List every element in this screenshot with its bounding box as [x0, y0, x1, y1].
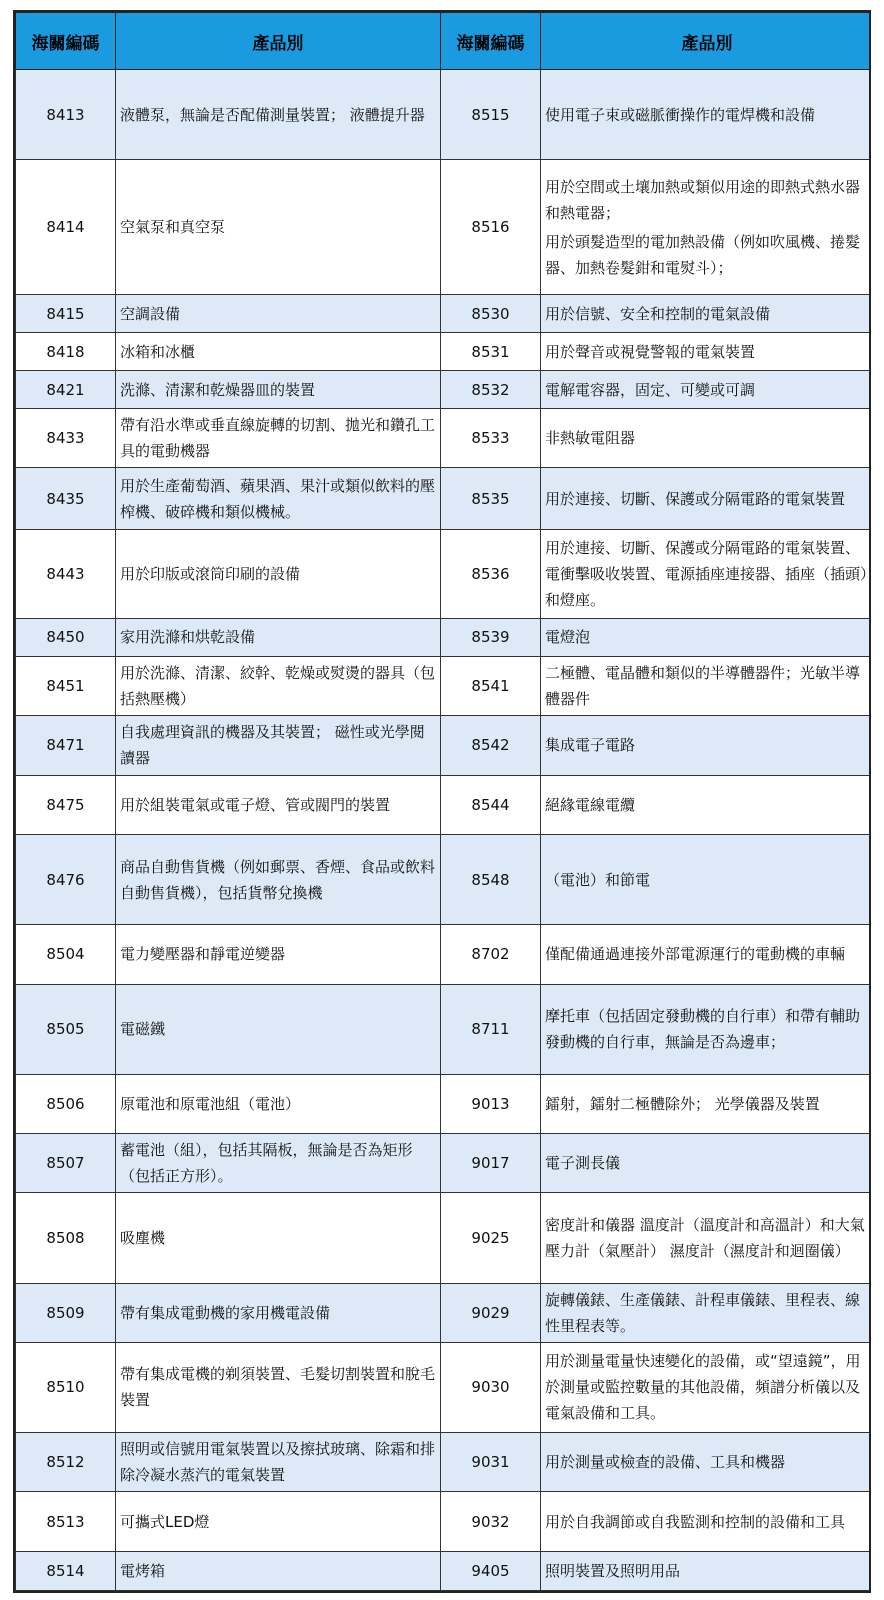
header-customs-code-right: 海關編碼 [441, 13, 541, 70]
product-text: 用於空間或土壤加熱或類似用途的即熱式熱水器和熱電器； [545, 177, 861, 222]
customs-code-cell: 8542 [441, 716, 541, 775]
customs-code-cell: 9017 [441, 1134, 541, 1193]
product-cell [116, 333, 441, 371]
product-cell [116, 1193, 441, 1283]
product-cell [116, 1283, 441, 1342]
product-cell [116, 618, 441, 656]
customs-code-cell: 8532 [441, 371, 541, 409]
product-cell [116, 1551, 441, 1590]
product-text: 旋轉儀錶、生產儀錶、計程車儀錶、里程表、線性里程表等。 [545, 1290, 861, 1335]
customs-code-cell: 8544 [441, 775, 541, 834]
customs-code-cell: 9025 [441, 1193, 541, 1283]
product-text: 用於自我調節或自我監測和控制的設備和工具 [545, 1512, 846, 1531]
product-text: 照明或信號用電氣裝置以及擦拭玻璃、除霜和排除冷凝水蒸汽的電氣裝置 [120, 1440, 436, 1485]
product-text: 吸塵機 [120, 1228, 166, 1247]
product-text: 電解電容器，固定、可變或可調 [545, 380, 756, 399]
table-row [16, 295, 872, 333]
product-text: 用於連接、切斷、保護或分隔電路的電氣裝置 [545, 489, 846, 508]
customs-code-cell: 8415 [16, 295, 116, 333]
product-cell [116, 408, 441, 467]
product-cell [116, 371, 441, 409]
product-text: 帶有集成電機的剃須裝置、毛髮切割裝置和脫毛裝置 [120, 1365, 436, 1410]
customs-code-cell: 8476 [16, 834, 116, 924]
customs-code-cell: 9013 [441, 1074, 541, 1133]
product-cell [541, 70, 872, 160]
product-cell [541, 656, 872, 715]
product-cell [116, 529, 441, 618]
product-cell [541, 333, 872, 371]
product-text: 用於信號、安全和控制的電氣設備 [545, 304, 771, 323]
customs-code-cell: 8702 [441, 925, 541, 984]
product-text: 使用電子束或磁脈衝操作的電焊機和設備 [545, 105, 816, 124]
product-text: 用於測量或檢查的設備、工具和機器 [545, 1453, 786, 1472]
table-row [16, 333, 872, 371]
product-text: 用於連接、切斷、保護或分隔電路的電氣裝置、電衝擊吸收裝置、電源插座連接器、插座（插頭）和燈座。 [545, 538, 868, 609]
customs-code-cell: 8514 [16, 1551, 116, 1590]
product-text: 電烤箱 [120, 1561, 166, 1580]
customs-code-cell: 8515 [441, 70, 541, 160]
header-row [16, 13, 872, 70]
product-table [15, 12, 871, 1591]
product-cell [541, 834, 872, 924]
product-cell [116, 295, 441, 333]
customs-code-cell: 8531 [441, 333, 541, 371]
product-cell [541, 1433, 872, 1492]
product-cell [541, 160, 872, 295]
product-text: 絕緣電線電纜 [545, 795, 636, 814]
customs-code-cell: 8443 [16, 529, 116, 618]
product-cell [116, 984, 441, 1074]
product-text: 蓄電池（組），包括其隔板，無論是否為矩形（包括正方形）。 [120, 1141, 413, 1186]
product-cell [541, 618, 872, 656]
table-row [16, 1492, 872, 1551]
product-cell [116, 656, 441, 715]
customs-code-cell: 8413 [16, 70, 116, 160]
product-text: 液體泵，無論是否配備測量裝置； 液體提升器 [120, 105, 425, 124]
product-cell [541, 295, 872, 333]
product-cell [541, 1342, 872, 1432]
product-cell [116, 716, 441, 775]
table-row [16, 1342, 872, 1432]
product-cell [541, 925, 872, 984]
table-row [16, 1283, 872, 1342]
product-cell [541, 1134, 872, 1193]
product-text: 用於生產葡萄酒、蘋果酒、果汁或類似飲料的壓榨機、破碎機和類似機械。 [120, 476, 436, 521]
product-text: 照明裝置及照明用品 [545, 1561, 681, 1580]
header-product-right: 產品別 [541, 13, 872, 70]
table-row [16, 529, 872, 618]
customs-code-cell: 9030 [441, 1342, 541, 1432]
table-row [16, 925, 872, 984]
product-text: 非熱敏電阻器 [545, 429, 636, 448]
product-cell [541, 529, 872, 618]
customs-code-cell: 8421 [16, 371, 116, 409]
table-row [16, 70, 872, 160]
product-cell [541, 1551, 872, 1590]
product-cell [116, 1433, 441, 1492]
customs-code-cell: 8504 [16, 925, 116, 984]
customs-code-cell: 9032 [441, 1492, 541, 1551]
customs-code-cell: 8711 [441, 984, 541, 1074]
customs-code-cell: 8512 [16, 1433, 116, 1492]
product-text: 商品自動售貨機（例如郵票、香煙、食品或飲料自動售貨機），包括貨幣兌換機 [120, 857, 436, 902]
product-cell [541, 1492, 872, 1551]
product-text: 帶有集成電動機的家用機電設備 [120, 1303, 331, 1322]
product-text: 用於組裝電氣或電子燈、管或閥門的裝置 [120, 795, 391, 814]
product-text: 鐳射，鐳射二極體除外； 光學儀器及裝置 [545, 1094, 820, 1113]
customs-code-cell: 8510 [16, 1342, 116, 1432]
customs-code-cell: 8506 [16, 1074, 116, 1133]
table-row [16, 1433, 872, 1492]
product-cell [116, 925, 441, 984]
product-cell [116, 1074, 441, 1133]
customs-code-cell: 8533 [441, 408, 541, 467]
customs-code-cell: 8418 [16, 333, 116, 371]
customs-code-cell: 8451 [16, 656, 116, 715]
table-row [16, 618, 872, 656]
customs-code-cell: 8508 [16, 1193, 116, 1283]
product-text: 洗滌、清潔和乾燥器皿的裝置 [120, 380, 316, 399]
product-text: 電燈泡 [545, 628, 591, 647]
customs-code-cell: 8530 [441, 295, 541, 333]
product-cell [541, 468, 872, 529]
product-text: 摩托車（包括固定發動機的自行車）和帶有輔助發動機的自行車，無論是否為邊車； [545, 1007, 861, 1052]
product-text: 用於洗滌、清潔、絞幹、乾燥或熨燙的器具（包括熱壓機） [120, 664, 436, 708]
table-row [16, 1551, 872, 1590]
product-text: 集成電子電路 [545, 736, 636, 755]
product-text: 電子測長儀 [545, 1154, 621, 1173]
product-cell [116, 1342, 441, 1432]
product-cell [116, 1134, 441, 1193]
table-body [16, 70, 872, 1591]
product-text: 用於印版或滾筒印刷的設備 [120, 564, 301, 583]
table-row [16, 1193, 872, 1283]
customs-code-cell: 8509 [16, 1283, 116, 1342]
customs-code-cell: 8541 [441, 656, 541, 715]
table-row [16, 371, 872, 409]
product-text: 可攜式LED燈 [120, 1512, 210, 1531]
product-cell [116, 468, 441, 529]
product-text: 冰箱和冰櫃 [120, 342, 196, 361]
customs-code-cell: 8539 [441, 618, 541, 656]
product-cell [541, 371, 872, 409]
table-row [16, 1134, 872, 1193]
customs-code-cell: 8536 [441, 529, 541, 618]
customs-code-cell: 8507 [16, 1134, 116, 1193]
product-text: 僅配備通過連接外部電源運行的電動機的車輛 [545, 945, 846, 964]
product-cell [541, 1193, 872, 1283]
table-row [16, 834, 872, 924]
product-cell [541, 984, 872, 1074]
header-product-left: 產品別 [116, 13, 441, 70]
customs-code-cell: 8535 [441, 468, 541, 529]
product-cell [116, 834, 441, 924]
customs-code-cell: 8548 [441, 834, 541, 924]
table-row [16, 716, 872, 775]
customs-code-table [13, 10, 871, 1593]
product-cell [541, 408, 872, 467]
product-text: 原電池和原電池組（電池） [120, 1094, 301, 1113]
product-text: 空調設備 [120, 304, 181, 323]
product-cell [541, 716, 872, 775]
product-text: 二極體、電晶體和類似的半導體器件；光敏半導體器件 [545, 664, 861, 708]
customs-code-cell: 9405 [441, 1551, 541, 1590]
customs-code-cell: 8516 [441, 160, 541, 295]
customs-code-cell: 8433 [16, 408, 116, 467]
table-row [16, 160, 872, 295]
product-text: 電力變壓器和靜電逆變器 [120, 945, 286, 964]
table-row [16, 656, 872, 715]
product-cell [541, 1074, 872, 1133]
product-text: 家用洗滌和烘乾設備 [120, 628, 256, 647]
customs-code-cell: 9031 [441, 1433, 541, 1492]
product-text: （電池）和節電 [545, 870, 651, 889]
customs-code-cell: 8435 [16, 468, 116, 529]
table-row [16, 408, 872, 467]
product-text: 用於聲音或視覺警報的電氣裝置 [545, 342, 756, 361]
product-text: 密度計和儀器 溫度計（溫度計和高溫計）和大氣壓力計（氣壓計） 濕度計（濕度計和迴圈儀） [545, 1215, 865, 1260]
product-text: 電磁鐵 [120, 1020, 166, 1039]
table-row [16, 775, 872, 834]
product-cell [541, 775, 872, 834]
table-row [16, 984, 872, 1074]
table-row [16, 1074, 872, 1133]
customs-code-cell: 8414 [16, 160, 116, 295]
product-text: 空氣泵和真空泵 [120, 218, 226, 237]
customs-code-cell: 8475 [16, 775, 116, 834]
customs-code-cell: 9029 [441, 1283, 541, 1342]
product-text: 自我處理資訊的機器及其裝置； 磁性或光學閱讀器 [120, 723, 425, 768]
customs-code-cell: 8513 [16, 1492, 116, 1551]
customs-code-cell: 8505 [16, 984, 116, 1074]
product-cell [541, 1283, 872, 1342]
product-text: 帶有沿水準或垂直線旋轉的切割、拋光和鑽孔工具的電動機器 [120, 416, 436, 461]
product-text: 用於頭髮造型的電加熱設備（例如吹風機、捲髮器、加熱卷髮鉗和電熨斗）； [545, 232, 861, 277]
customs-code-cell: 8450 [16, 618, 116, 656]
table-row [16, 468, 872, 529]
customs-code-cell: 8471 [16, 716, 116, 775]
product-cell [116, 1492, 441, 1551]
product-cell [116, 160, 441, 295]
product-cell [116, 775, 441, 834]
product-text: 用於測量電量快速變化的設備，或“望遠鏡”，用於測量或監控數量的其他設備，頻譜分析儀以及電氣設備和工具。 [545, 1352, 861, 1423]
product-cell [116, 70, 441, 160]
header-customs-code-left: 海關編碼 [16, 13, 116, 70]
